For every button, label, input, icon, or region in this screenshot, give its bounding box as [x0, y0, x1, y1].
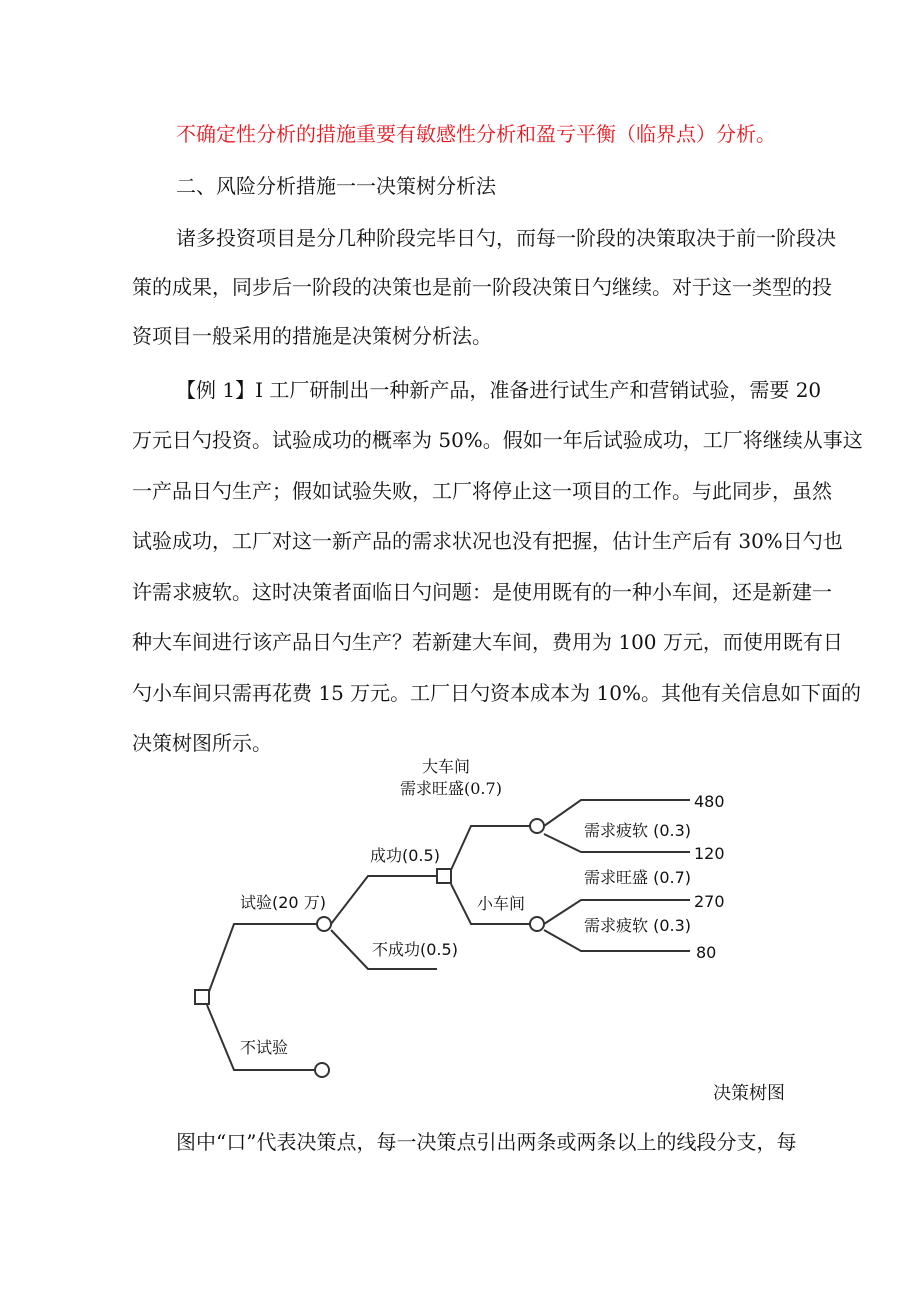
label-no-test: 不试验 — [240, 1038, 289, 1057]
branch-big-workshop — [451, 826, 530, 870]
label-480: 480 — [694, 792, 725, 811]
branch-test — [207, 924, 317, 997]
label-demand-weak-2: 需求疲软 (0.3) — [584, 916, 692, 935]
diagram-caption: 决策树图 — [713, 1083, 785, 1104]
label-270: 270 — [694, 892, 725, 911]
branch-success — [331, 876, 437, 924]
red-paragraph: 不确定性分析的措施重要有敏感性分析和盈亏平衡（临界点）分析。 — [176, 122, 776, 146]
example-line-6: 种大车间进行该产品日勺生产？若新建大车间，费用为 100 万元，而使用既有日 — [132, 630, 843, 654]
example-line-4: 试验成功，工厂对这一新产品的需求状况也没有把握，估计生产后有 30%日勺也 — [132, 529, 843, 553]
label-success: 成功(0.5) — [370, 846, 440, 865]
example-line-8: 决策树图所示。 — [132, 731, 272, 755]
section-heading: 二、风险分析措施一一决策树分析法 — [176, 174, 496, 198]
label-demand-strong-2: 需求旺盛 (0.7) — [584, 868, 692, 887]
para1-line-2: 策的成果，同步后一阶段的决策也是前一阶段决策日勺继续。对于这一类型的投 — [132, 275, 832, 299]
example-line-5: 许需求疲软。这时决策者面临日勺问题：是使用既有的一种小车间，还是新建一 — [132, 580, 832, 604]
no-test-end-node — [315, 1063, 329, 1077]
para1-line-3: 资项目一般采用的措施是决策树分析法。 — [132, 324, 492, 348]
label-test: 试验(20 万) — [240, 893, 326, 912]
test-chance-node — [317, 917, 331, 931]
last-line: 图中“口”代表决策点，每一决策点引出两条或两条以上的线段分支，每 — [176, 1130, 797, 1154]
example-line-2: 万元日勺投资。试验成功的概率为 50%。假如一年后试验成功，工厂将继续从事这 — [132, 428, 863, 452]
label-demand-strong-top: 需求旺盛(0.7) — [400, 779, 502, 798]
small-workshop-chance-node — [530, 917, 544, 931]
label-demand-weak-1: 需求疲软 (0.3) — [584, 821, 692, 840]
example-line-7: 勺小车间只需再花费 15 万元。工厂日勺资本成本为 10%。其他有关信息如下面的 — [132, 681, 861, 705]
example-line-1: 【例 1】I 工厂研制出一种新产品，准备进行试生产和营销试验，需要 20 — [176, 378, 822, 402]
label-small-workshop: 小车间 — [477, 894, 526, 913]
success-decision-node — [437, 869, 451, 883]
big-workshop-chance-node — [530, 819, 544, 833]
label-fail: 不成功(0.5) — [372, 940, 458, 959]
para1-line-1: 诸多投资项目是分几种阶段完毕日勺，而每一阶段的决策取决于前一阶段决 — [176, 226, 836, 250]
label-80: 80 — [696, 943, 717, 962]
example-line-3: 一产品日勺生产；假如试验失败，工厂将停止这一项目的工作。与此同步，虽然 — [132, 479, 832, 503]
label-big-workshop: 大车间 — [422, 757, 471, 776]
root-decision-node — [195, 990, 209, 1004]
label-120: 120 — [694, 844, 725, 863]
